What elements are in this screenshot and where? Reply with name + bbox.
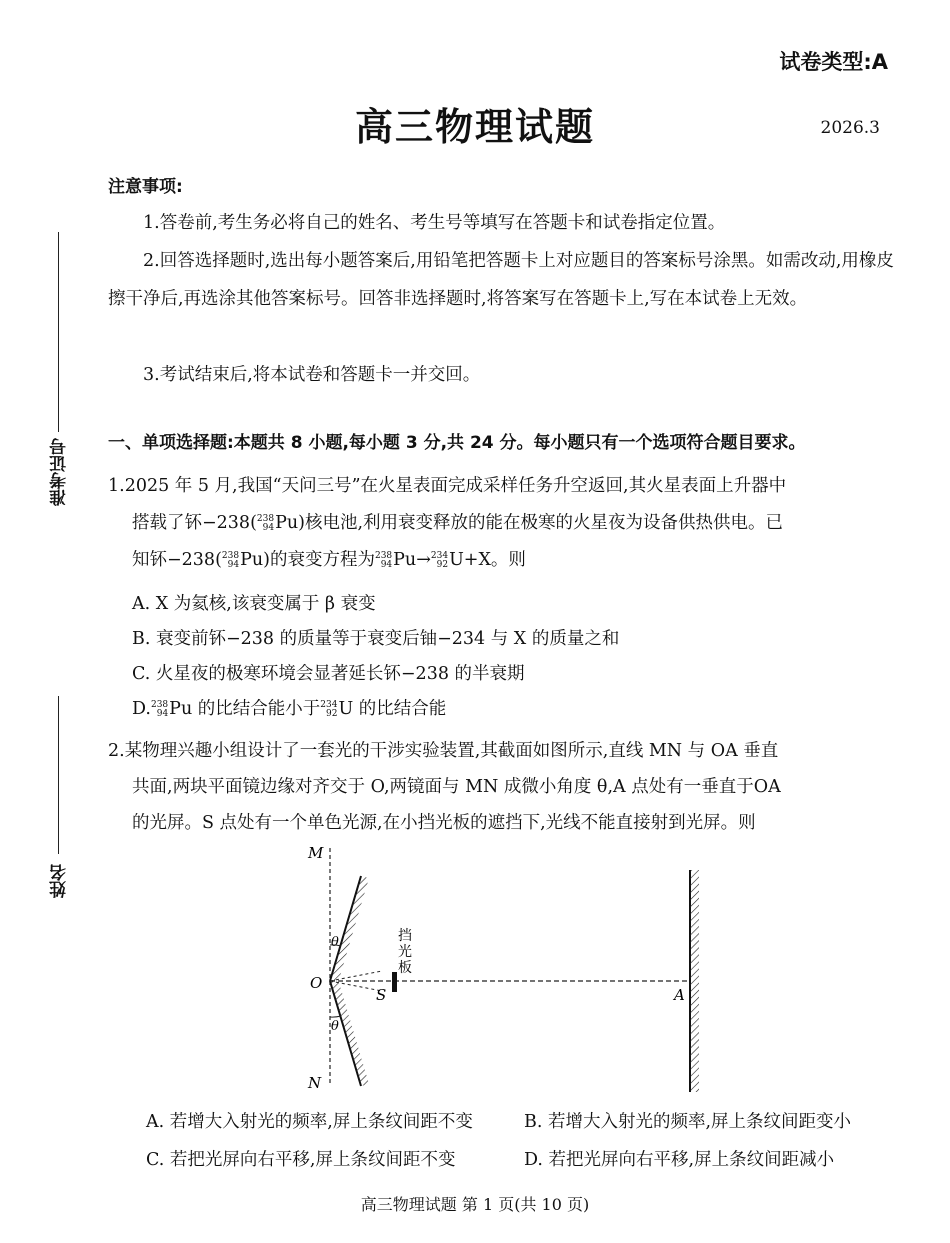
q1-text: Pu)核电池,利用衰变释放的能在极寒的火星夜为设备供热供电。已 [275, 513, 784, 533]
atomic-number: 92 [326, 708, 338, 719]
q1-line-3 [132, 542, 526, 578]
q1-option-c: C. 火星夜的极寒环境会显著延长钚−238 的半衰期 [132, 664, 525, 684]
name-line [58, 696, 59, 854]
nuclide-u [320, 701, 337, 719]
label-o: O [310, 974, 323, 992]
q1-text: 知钚−238( [132, 550, 222, 570]
section-heading: 一、单项选择题:本题共 8 小题,每小题 3 分,共 24 分。每小题只有一个选项符合题目要求。 [108, 433, 806, 453]
atomic-number: 94 [156, 708, 169, 719]
note-item-3: 3.考试结束后,将本试卷和答题卡一并交回。 [143, 365, 481, 385]
page-footer: 高三物理试题 第 1 页(共 10 页) [360, 1195, 590, 1214]
q1-line-2 [132, 505, 783, 541]
nuclide-pu [151, 701, 168, 719]
q1-text: Pu)的衰变方程为 [240, 550, 375, 570]
note-item-1: 1.答卷前,考生务必将自己的姓名、考生号等填写在答题卡和试卷指定位置。 [143, 213, 726, 233]
label-a: A [674, 986, 685, 1004]
mass-number: 234 [430, 550, 449, 561]
nuclide-pu [257, 515, 274, 533]
mass-number: 234 [320, 699, 338, 710]
atomic-number: 94 [227, 559, 240, 570]
theta-upper: θ [331, 935, 339, 950]
exam-id-label: 准考证号 [50, 438, 70, 506]
q1-line-1: 1.2025 年 5 月,我国“天问三号”在火星表面完成采样任务升空返回,其火星表面上升器中 [108, 476, 787, 496]
note-item-2: 2.回答选择题时,选出每小题答案后,用铅笔把答题卡上对应题目的答案标号涂黑。如需改动,用橡皮擦干净后,再选涂其他答案标号。回答非选择题时,将答案写在答题卡上,写在本试卷上无效。 [108, 251, 894, 309]
q2-option-c: C. 若把光屏向右平移,屏上条纹间距不变 [146, 1150, 456, 1170]
mass-number: 238 [374, 550, 393, 561]
q1-text: U+X。则 [449, 550, 526, 570]
baffle-label-3: 板 [398, 960, 412, 976]
label-s: S [376, 986, 387, 1004]
q2-line-2: 共面,两块平面镜边缘对齐交于 O,两镜面与 MN 成微小角度 θ,A 点处有一垂直于OA [132, 777, 781, 797]
paper-type: 试卷类型:A [779, 50, 888, 74]
theta-arc-lower [330, 1016, 341, 1017]
q1-option-a: A. X 为氦核,该衰变属于 β 衰变 [132, 594, 376, 614]
interference-figure [290, 840, 720, 1100]
q2-option-b: B. 若增大入射光的频率,屏上条纹间距变小 [524, 1112, 852, 1132]
q2-line-1: 2.某物理兴趣小组设计了一套光的干涉实验装置,其截面如图所示,直线 MN 与 OA 垂直 [108, 741, 779, 761]
mass-number: 238 [256, 513, 275, 524]
q1-text: U 的比结合能 [338, 699, 447, 719]
q2-line-3: 的光屏。S 点处有一个单色光源,在小挡光板的遮挡下,光线不能直接射到光屏。则 [132, 813, 756, 833]
notes-heading: 注意事项: [108, 177, 183, 197]
nuclide-pu [375, 552, 392, 570]
atomic-number: 92 [436, 559, 449, 570]
q2-option-a: A. 若增大入射光的频率,屏上条纹间距不变 [146, 1112, 473, 1132]
q1-option-d [132, 695, 446, 720]
exam-id-line [58, 232, 59, 432]
atomic-number: 94 [380, 559, 393, 570]
name-label: 姓名 [50, 864, 70, 898]
label-n: N [308, 1074, 322, 1092]
q2-option-d: D. 若把光屏向右平移,屏上条纹间距减小 [524, 1150, 835, 1170]
nuclide-pu [222, 552, 239, 570]
atomic-number: 94 [262, 522, 275, 533]
upper-mirror-hatch [330, 876, 369, 983]
exam-date: 2026.3 [820, 118, 880, 138]
nuclide-u [431, 552, 448, 570]
q1-text: Pu 的比结合能小于 [169, 699, 321, 719]
mass-number: 238 [150, 699, 169, 710]
option-letter: D. [132, 699, 151, 719]
mass-number: 238 [221, 550, 240, 561]
label-m: M [308, 844, 324, 862]
theta-lower: θ [331, 1019, 339, 1034]
screen-hatch [690, 870, 699, 1092]
baffle [392, 972, 397, 992]
page-title: 高三物理试题 [354, 104, 595, 149]
q1-text: Pu→ [393, 550, 431, 570]
q1-text: 搭载了钚−238( [132, 513, 257, 533]
baffle-label-1: 挡 [398, 928, 412, 944]
q1-option-b: B. 衰变前钚−238 的质量等于衰变后铀−234 与 X 的质量之和 [132, 629, 620, 649]
baffle-label-2: 光 [398, 944, 412, 960]
